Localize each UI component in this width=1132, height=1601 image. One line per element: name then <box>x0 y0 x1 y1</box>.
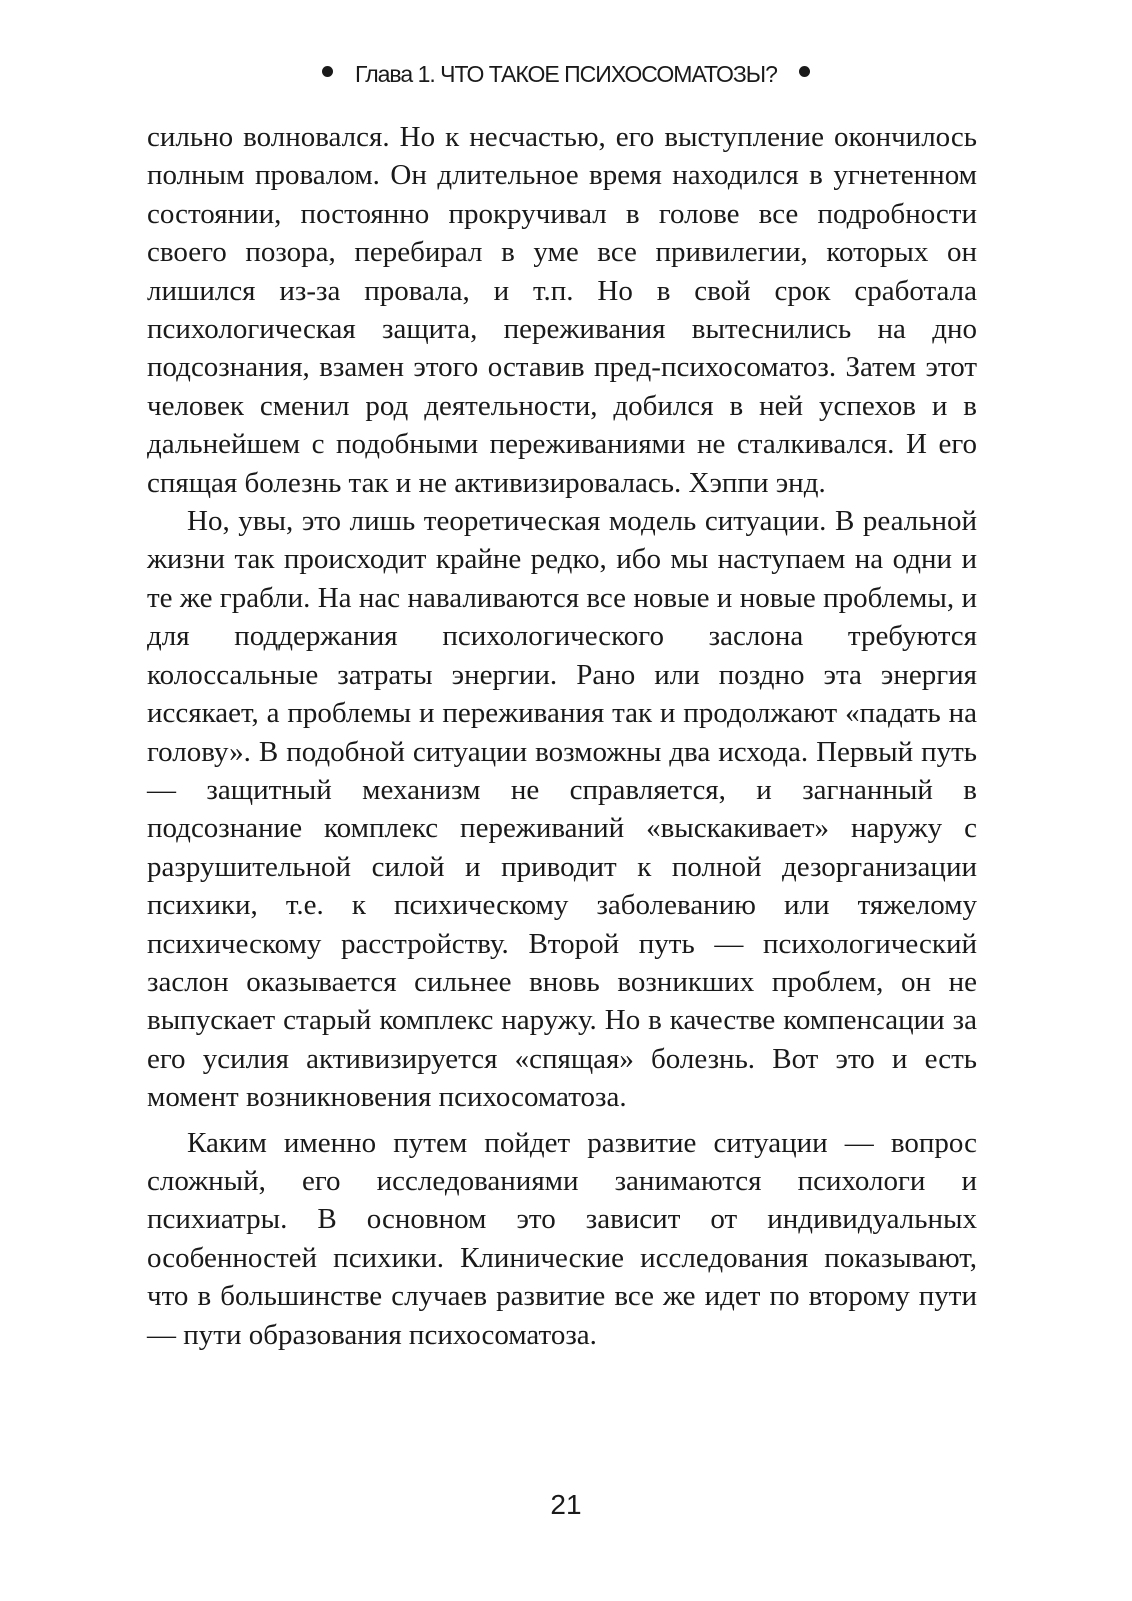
chapter-title: Глава 1. ЧТО ТАКОЕ ПСИХОСОМАТОЗЫ? <box>355 60 777 87</box>
paragraph-continued: сильно волновался. Но к несчастью, его выступление окончилось полным провалом. Он длительное время находился в угнетенном состоянии, постоянно прокручивал в голове все подробности своего позора, перебирал в уме все привилегии, которых он лишился из-за провала, и т.п. Но в свой срок сработала психологическая защита, переживания вытеснились на дно подсознания, взамен этого оставив пред-психосоматоз. Затем этот человек сменил род деятельности, добился в ней успехов и в дальнейшем с подобными переживаниями не сталкивался. И его спящая болезнь так и не активизировалась. Хэппи энд. <box>147 121 977 499</box>
running-header <box>0 52 1132 94</box>
bullet-right-icon <box>799 66 810 77</box>
page-body <box>147 118 977 1354</box>
page-number: 21 <box>550 1489 582 1520</box>
paragraph: Каким именно путем пойдет развитие ситуации — вопрос сложный, его исследованиями занимаются психологи и психиатры. В основном это зависит от индивидуальных особенностей психики. Клинические исследования показывают, что в большинстве случаев развитие все же идет по второму пути — пути образования психосоматоза. <box>147 1126 977 1351</box>
bullet-left-icon <box>322 66 333 77</box>
paragraph: Но, увы, это лишь теоретическая модель ситуации. В реальной жизни так происходит крайне редко, ибо мы наступаем на одни и те же грабли. На нас наваливаются все новые и новые проблемы, и для поддержания психологического заслона требуются колоссальные затраты энергии. Рано или поздно эта энергия иссякает, а проблемы и переживания так и продолжают «падать на голову». В подобной ситуации возможны два исхода. Первый путь — защитный механизм не справляется, и загнанный в подсознание комплекс переживаний «выскакивает» наружу с разрушительной силой и приводит к полной дезорганизации психики, т.е. к психическому заболеванию или тяжелому психическому расстройству. Второй путь — психологический заслон оказывается сильнее вновь возникших проблем, он не выпускает старый комплекс наружу. Но в качестве компенсации за его усилия активизируется «спящая» болезнь. Вот это и есть момент возникновения психосоматоза. <box>147 505 977 1114</box>
